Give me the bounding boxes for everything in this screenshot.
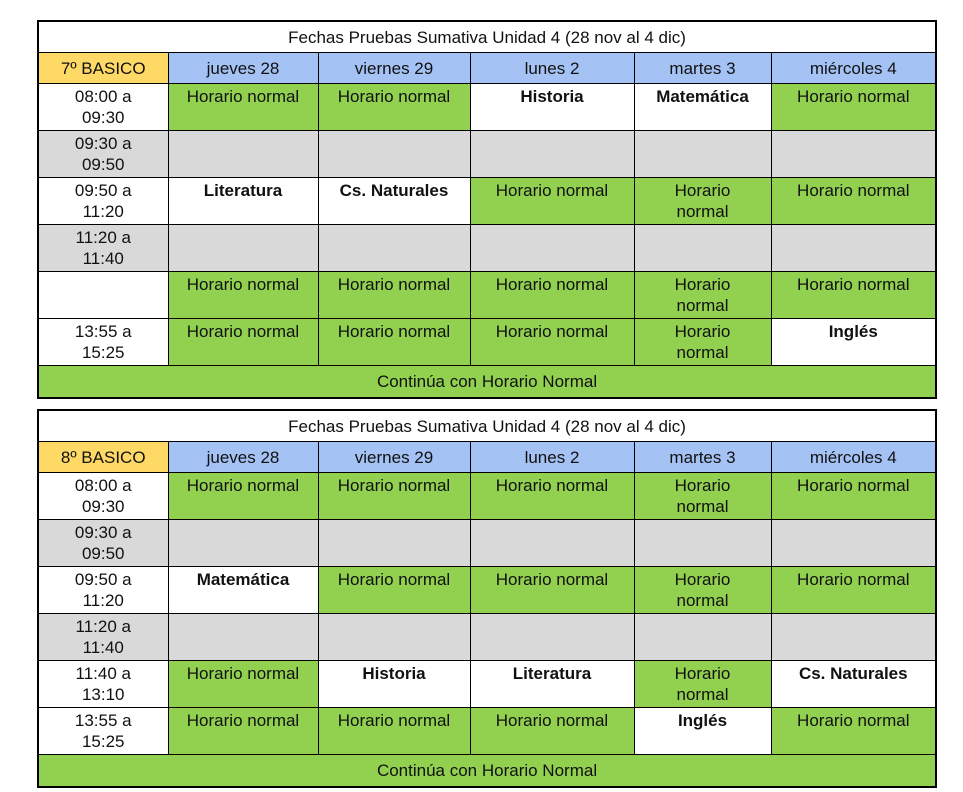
time-line: 09:30: [81, 497, 125, 516]
schedule-cell: Matemática: [168, 567, 318, 614]
schedule-cell: Horario normal: [771, 567, 936, 614]
time-cell: [38, 84, 168, 131]
time-line: 13:55 a: [74, 711, 132, 730]
day-header: viernes 29: [318, 53, 470, 84]
table-row: [38, 567, 936, 614]
schedule-cell: Horario normal: [318, 272, 470, 319]
time-line: 08:00 a: [74, 87, 132, 106]
time-cell: [38, 520, 168, 567]
schedule-cell: [634, 131, 771, 178]
time-line: 09:30: [81, 108, 125, 127]
day-header: lunes 2: [470, 442, 634, 473]
schedule-cell: [470, 225, 634, 272]
schedule-cell: Horario normal: [168, 661, 318, 708]
time-line: 09:50: [81, 544, 125, 563]
table-row: [38, 473, 936, 520]
schedule-cell: Literatura: [168, 178, 318, 225]
time-line: 11:20 a: [75, 228, 131, 247]
time-line: 11:40: [82, 249, 124, 268]
time-line: 13:55 a: [74, 322, 132, 341]
time-line: 15:25: [81, 732, 125, 751]
schedule-cell: Horario normal: [318, 319, 470, 366]
time-cell: [38, 708, 168, 755]
time-line: 09:50: [81, 155, 125, 174]
schedule-cell: Horario normal: [318, 567, 470, 614]
schedule-cell: Horario normal: [168, 473, 318, 520]
schedule-cell: Cs. Naturales: [771, 661, 936, 708]
table-row: [38, 225, 936, 272]
schedule-cell: [168, 520, 318, 567]
day-header: miércoles 4: [771, 442, 936, 473]
schedule-cell: [318, 131, 470, 178]
time-cell: [38, 567, 168, 614]
time-line: 11:20: [82, 202, 124, 221]
day-header: miércoles 4: [771, 53, 936, 84]
schedule-cell: Horario normal: [634, 178, 771, 225]
table-body: [38, 84, 936, 366]
table-footer: Continúa con Horario Normal: [38, 755, 936, 788]
schedule-cell: [168, 614, 318, 661]
schedule-cell: [771, 520, 936, 567]
time-cell: [38, 614, 168, 661]
table-row: [38, 319, 936, 366]
time-cell: [38, 131, 168, 178]
schedule-cell: Horario normal: [168, 319, 318, 366]
schedule-cell: [470, 131, 634, 178]
schedule-cell: [634, 614, 771, 661]
time-line: 08:00 a: [74, 476, 132, 495]
schedule-cell: Horario normal: [634, 272, 771, 319]
schedule-cell: Literatura: [470, 661, 634, 708]
schedule-cell: Horario normal: [634, 567, 771, 614]
schedule-cell: Historia: [470, 84, 634, 131]
schedule-cell: Horario normal: [771, 272, 936, 319]
schedule-cell: Horario normal: [470, 178, 634, 225]
schedule-cell: Horario normal: [771, 473, 936, 520]
day-header: martes 3: [634, 53, 771, 84]
time-line: [41, 295, 166, 316]
time-cell: [38, 319, 168, 366]
day-header: viernes 29: [318, 442, 470, 473]
day-header: jueves 28: [168, 442, 318, 473]
time-line: 15:25: [81, 343, 125, 362]
time-cell: [38, 661, 168, 708]
schedule-cell: Horario normal: [168, 84, 318, 131]
schedule-cell: Cs. Naturales: [318, 178, 470, 225]
schedule-cell: Horario normal: [168, 272, 318, 319]
day-header: lunes 2: [470, 53, 634, 84]
schedule-cell: Horario normal: [470, 708, 634, 755]
schedule-cell: Horario normal: [318, 84, 470, 131]
schedule-cell: Horario normal: [771, 708, 936, 755]
table-row: [38, 708, 936, 755]
schedule-cell: Matemática: [634, 84, 771, 131]
schedule-cell: [168, 225, 318, 272]
time-cell: [38, 178, 168, 225]
table-row: [38, 272, 936, 319]
table-row: [38, 178, 936, 225]
day-header: jueves 28: [168, 53, 318, 84]
table-title: Fechas Pruebas Sumativa Unidad 4 (28 nov al 4 dic): [38, 21, 936, 53]
schedule-cell: Horario normal: [318, 473, 470, 520]
table-row: [38, 520, 936, 567]
table-row: [38, 131, 936, 178]
time-line: 11:40: [82, 638, 124, 657]
schedule-cell: [771, 614, 936, 661]
time-line: [41, 274, 166, 295]
grade-label: 8º BASICO: [38, 442, 168, 473]
schedule-cell: [318, 614, 470, 661]
schedule-cell: [634, 520, 771, 567]
schedule-cell: Inglés: [634, 708, 771, 755]
table-title: Fechas Pruebas Sumativa Unidad 4 (28 nov al 4 dic): [38, 410, 936, 442]
time-line: 13:10: [81, 685, 125, 704]
schedule-cell: [168, 131, 318, 178]
schedule-cell: Horario normal: [470, 272, 634, 319]
schedule-cell: [318, 225, 470, 272]
schedule-cell: Horario normal: [634, 473, 771, 520]
schedule-cell: [470, 520, 634, 567]
time-cell: [38, 225, 168, 272]
schedule-cell: Horario normal: [771, 84, 936, 131]
schedule-cell: Horario normal: [634, 319, 771, 366]
time-line: 09:50 a: [74, 570, 132, 589]
time-line: 09:30 a: [74, 523, 132, 542]
schedule-cell: Horario normal: [771, 178, 936, 225]
schedule-cell: Horario normal: [318, 708, 470, 755]
time-line: 09:30 a: [74, 134, 132, 153]
schedule-cell: Horario normal: [168, 708, 318, 755]
table-body: [38, 473, 936, 755]
time-cell: [38, 272, 168, 319]
day-header: martes 3: [634, 442, 771, 473]
schedule-cell: Inglés: [771, 319, 936, 366]
grade-label: 7º BASICO: [38, 53, 168, 84]
schedule-cell: [771, 225, 936, 272]
schedule-cell: Horario normal: [470, 319, 634, 366]
schedule-cell: Horario normal: [470, 473, 634, 520]
schedule-cell: Historia: [318, 661, 470, 708]
time-line: 09:50 a: [74, 181, 132, 200]
time-line: 11:40 a: [75, 664, 131, 683]
schedule-cell: [318, 520, 470, 567]
schedule-cell: [771, 131, 936, 178]
time-line: 11:20 a: [75, 617, 131, 636]
time-cell: [38, 473, 168, 520]
schedule-table-7: [37, 20, 937, 399]
schedule-cell: Horario normal: [634, 661, 771, 708]
table-row: [38, 661, 936, 708]
table-row: [38, 614, 936, 661]
schedule-table-8: [37, 409, 937, 788]
table-row: [38, 84, 936, 131]
table-footer: Continúa con Horario Normal: [38, 366, 936, 399]
schedule-cell: [470, 614, 634, 661]
schedule-cell: [634, 225, 771, 272]
schedule-cell: Horario normal: [470, 567, 634, 614]
time-line: 11:20: [82, 591, 124, 610]
